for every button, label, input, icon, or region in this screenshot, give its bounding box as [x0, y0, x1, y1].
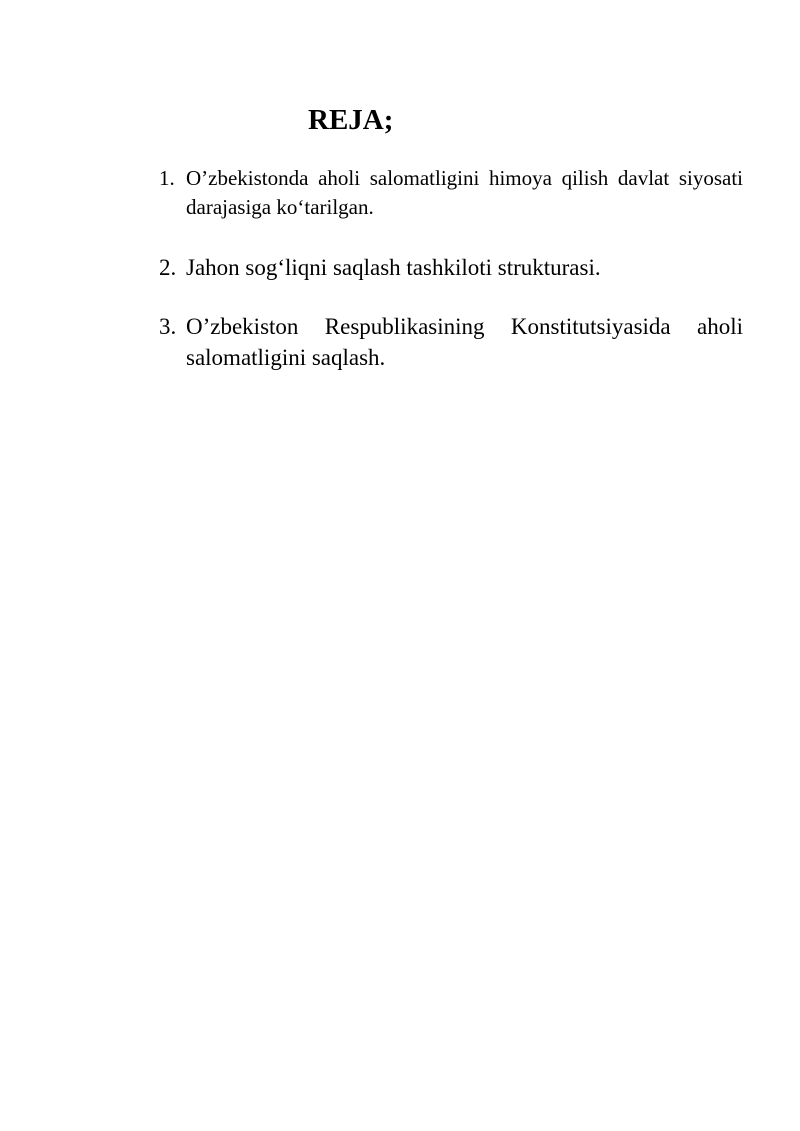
- list-item-text: Jahon sog‘liqni saqlash tashkiloti strukturasi.: [186, 255, 601, 280]
- list-item-text: O’zbekiston Respublikasining Konstitutsiyasida aholi salomatligini saqlash.: [186, 314, 743, 370]
- list-item: [157, 252, 743, 283]
- list-item-text: O’zbekistonda aholi salomatligini himoya qilish davlat siyosati darajasiga ko‘tarilgan.: [186, 166, 743, 219]
- list-item: [157, 164, 743, 222]
- list-item-number: 1.: [159, 166, 175, 190]
- plan-list: [157, 164, 743, 373]
- page-title: REJA;: [308, 104, 394, 136]
- list-item-number: 3.: [159, 314, 177, 339]
- list-item: [157, 311, 743, 373]
- list-item-number: 2.: [159, 255, 177, 280]
